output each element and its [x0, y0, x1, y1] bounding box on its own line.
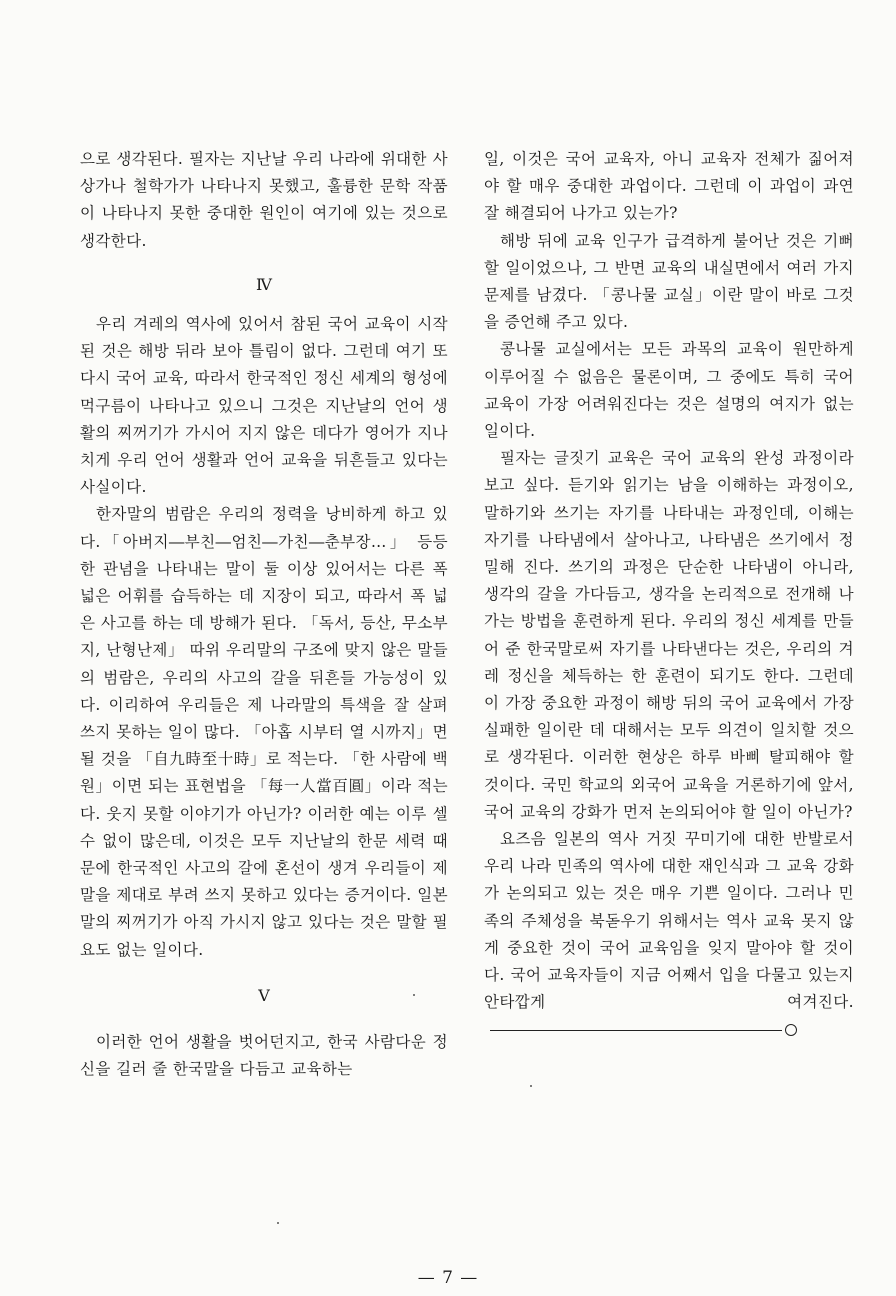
right-paragraph-5: [484, 826, 854, 1044]
right-paragraph-2: 해방 뒤에 교육 인구가 급격하게 불어난 것은 기뻐할 일이었으나, 그 반면 교육의 내실면에서 여러 가지 문제를 남겼다. 「콩나물 교실」이란 말이 바로 그것을 증언해 주고 있다.: [484, 231, 854, 332]
right-column: [484, 146, 854, 1044]
right-paragraph-1: 일, 이것은 국어 교육자, 아니 교육자 전체가 짊어져야 할 매우 중대한 과업이다. 그런데 이 과업이 과연 잘 해결되어 나가고 있는가?: [484, 150, 854, 223]
left-column: [80, 146, 448, 1084]
end-mark-icon: [785, 1024, 797, 1036]
page-number: — 7 —: [417, 1268, 479, 1288]
right-paragraph-4: 필자는 글짓기 교육은 국어 교육의 완성 과정이라 보고 싶다. 듣기와 읽기는 남을 이해하는 과정이오, 말하기와 쓰기는 자기를 나타내는 과정인데, 이해는 자기를 나타냄에서 살아나고, 나타냄은 쓰기에서 정밀해 진다. 쓰기의 과정은 단순한 나타냄이 아니라, 생각의 갈을 가다듬고, 생각을 논리적으로 전개해 나가는 방법을 훈련하게 된다. 우리의 정신 세계를 만들어 준 한국말로써 자기를 나타낸다는 것은, 우리의 겨레 정신을 체득하는 한 훈련이 되기도 한다. 그런데 이 가장 중요한 과정이 해방 뒤의 국어 교육에서 가장 실패한 일이란 데 대해서는 모두 의견이 일치할 것으로 생각된다. 이러한 현상은 하루 바삐 탈피해야 할 것이다. 국민 학교의 외국어 교육을 거론하기에 앞서, 국어 교육의 강화가 먼저 논의되어야 할 일이 아닌가?: [484, 449, 854, 821]
speck-mark: [277, 1222, 279, 1224]
left-paragraph-4: 이러한 언어 생활을 벗어던지고, 한국 사람다운 정신을 길러 줄 한국말을 다듬고 교육하는: [80, 1033, 448, 1079]
left-paragraph-1: 으로 생각된다. 필자는 지난날 우리 나라에 위대한 사상가나 철학가가 나타나지 못했고, 훌륭한 문학 작품이 나타나지 못한 중대한 원인이 여기에 있는 것으로 생각한다.: [80, 150, 448, 250]
left-paragraph-3: 한자말의 범람은 우리의 정력을 낭비하게 하고 있다.「아버지―부친―엄친―가친―춘부장…」 등등 한 관념을 나타내는 말이 둘 이상 있어서는 다른 폭 넓은 어휘를 습득하는 데 지장이 되고, 따라서 폭 넓은 사고를 하는 데 방해가 된다. 「독서, 등산, 무소부지, 난형난제」 따위 우리말의 구조에 맞지 않은 말들의 범람은, 우리의 사고의 갈을 뒤흔들 가능성이 있다. 이리하여 우리들은 제 나라말의 특색을 잘 살펴 쓰지 못하는 일이 많다. 「아홉 시부터 열 시까지」면 될 것을 「自九時至十時」로 적는다. 「한 사람에 백 원」이면 되는 표현법을 「每一人當百圓」이라 적는다. 웃지 못할 이야기가 아닌가? 이러한 예는 이루 셀 수 없이 많은데, 이것은 모두 지난날의 한문 세력 때문에 한국적인 사고의 갈에 혼선이 생겨 우리들이 제 말을 제대로 부려 쓰지 못하고 있다는 증거이다. 일본말의 찌꺼기가 아직 가시지 않고 있다는 것은 말할 필요도 없는 일이다.: [80, 505, 448, 959]
right-paragraph-5-text: 요즈음 일본의 역사 거짓 꾸미기에 대한 반발로서 우리 나라 민족의 역사에 대한 재인식과 그 교육 강화가 논의되고 있는 것은 매우 기쁜 일이다. 그러나 민족의 주체성을 북돋우기 위해서는 역사 교육 못지 않게 중요한 것이 국어 교육임을 잊지 말아야 할 것이다. 국어 교육자들이 지금 어째서 입을 다물고 있는지 안타깝게 여겨진다.: [484, 830, 854, 1012]
section-heading-iv: Ⅳ: [256, 274, 272, 294]
right-paragraph-3: 콩나물 교실에서는 모든 과목의 교육이 원만하게 이루어질 수 없음은 물론이며, 그 중에도 특히 국어 교육이 가장 어려워진다는 것은 설명의 여지가 없는 일이다.: [484, 340, 854, 441]
speck-mark: [413, 994, 415, 996]
left-paragraph-2: 우리 겨레의 역사에 있어서 참된 국어 교육이 시작된 것은 해방 뒤라 보아 틀림이 없다. 그런데 여기 또 다시 국어 교육, 따라서 한국적인 정신 세계의 형성에 먹구름이 나타나고 있으니 그것은 지난날의 언어 생활의 찌꺼기가 가시어 지지 않은 데다가 영어가 지나치게 우리 언어 생활과 언어 교육을 뒤흔들고 있다는 사실이다.: [80, 315, 448, 497]
end-rule: [490, 1030, 782, 1031]
speck-mark: [530, 1085, 532, 1087]
section-heading-v: Ⅴ: [258, 985, 270, 1005]
